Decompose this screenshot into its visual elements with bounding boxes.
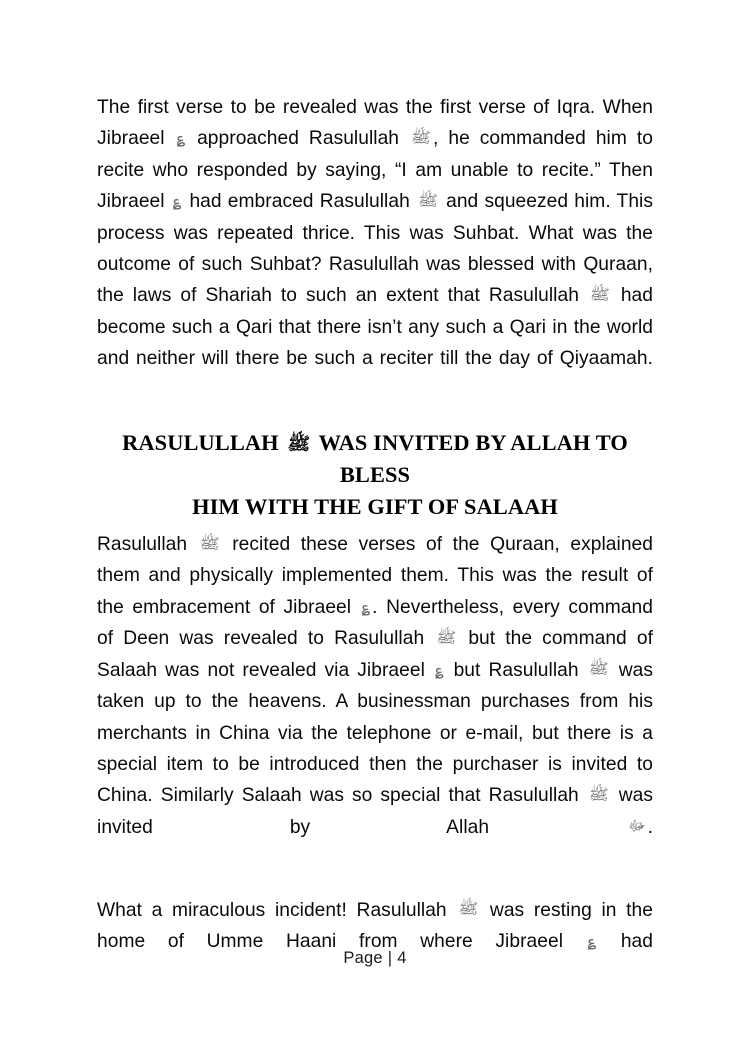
page-content [97,92,653,989]
honorific-sallallahu-alayhi-wasallam-icon: ﷺ [436,628,457,647]
paragraph-2-segment-3: . Nevertheless, every command of Deen was revealed to Rasulullah [97,596,653,650]
honorific-sallallahu-alayhi-wasallam-icon: ﷺ [588,660,609,678]
honorific-sallallahu-alayhi-wasallam-icon: ﷺ [588,785,609,804]
honorific-alayhis-salaam-icon: ؏ [172,194,182,210]
honorific-alayhis-salaam-icon: ؏ [587,934,597,950]
honorific-alayhis-salaam-icon: ؏ [361,600,371,616]
honorific-jalla-jalaaluhu-icon: ﷻ [628,818,646,835]
honorific-sallallahu-alayhi-wasallam-icon: ﷺ [418,191,438,210]
footer-page-number: 4 [397,949,407,967]
paragraph-miraculous-incident [97,895,653,989]
paragraph-first-verse [97,92,653,406]
paragraph-2-segment-1: Rasulullah [97,534,198,556]
honorific-alayhis-salaam-icon: ؏ [176,131,186,147]
paragraph-1-segment-2: approached Rasulullah [187,128,410,150]
section-heading [97,427,653,523]
paragraph-3-segment-3: had [598,930,653,952]
honorific-sallallahu-alayhi-wasallam-icon: ﷺ [287,434,311,455]
section-heading-line-1-before: RASULULLAH [122,430,285,456]
paragraph-3-segment-1: What a miraculous incident! Rasulullah [97,899,457,921]
paragraph-1-segment-1: The first verse to be revealed was the first verse of Iqra. When Jibraeel [97,97,653,150]
paragraph-2-segment-7: was invited by Allah [97,785,653,838]
paragraph-3-segment-2: was resting in the home of Umme Haani from where Jibraeel [97,899,653,952]
honorific-sallallahu-alayhi-wasallam-icon: ﷺ [458,900,479,918]
footer-separator: | [387,949,393,967]
paragraph-1-segment-5: and squeezed him. This process was repeated thrice. This was Suhbat. What was the outcome of such Suhbat? Rasulullah was blessed with Quraan, the laws of Shariah to such an extent that Rasulullah [97,191,653,307]
page-footer [0,948,750,968]
section-heading-line-2: HIM WITH THE GIFT OF SALAAH [192,494,558,520]
footer-label: Page [343,949,383,967]
paragraph-1-segment-6: had become such a Qari that there isn’t any such a Qari in the world and neither will there be such a reciter till the day of Qiyaamah. [97,285,654,370]
honorific-sallallahu-alayhi-wasallam-icon: ﷺ [411,128,431,147]
honorific-alayhis-salaam-icon: ؏ [434,663,444,678]
paragraph-salaah-revelation [97,529,653,874]
paragraph-1-segment-3: , he commanded him to recite who responded by saying, “I am unable to recite.” Then Jibraeel [97,128,653,213]
paragraph-2-segment-4: but the command of Salaah was not revealed via Jibraeel [97,628,653,681]
paragraph-1-segment-4: had embraced Rasulullah [183,191,416,213]
section-heading-line-1-after: WAS INVITED BY ALLAH TO BLESS [313,430,628,488]
paragraph-2-segment-5: but Rasulullah [445,659,587,681]
honorific-sallallahu-alayhi-wasallam-icon: ﷺ [199,534,220,553]
section-heading-line-1 [97,427,653,491]
paragraph-2-segment-2: recited these verses of the Quraan, explained them and physically implemented them. This was the result of the embracement of Jibraeel [97,534,653,618]
paragraph-2-segment-8: . [647,816,653,838]
paragraph-2-segment-6: was taken up to the heavens. A businessman purchases from his merchants in China via the telephone or e-mail, but there is a special item to be introduced then the purchaser is invited to China. Similarly Salaah was so special that Rasulullah [97,659,653,807]
honorific-sallallahu-alayhi-wasallam-icon: ﷺ [589,285,610,304]
